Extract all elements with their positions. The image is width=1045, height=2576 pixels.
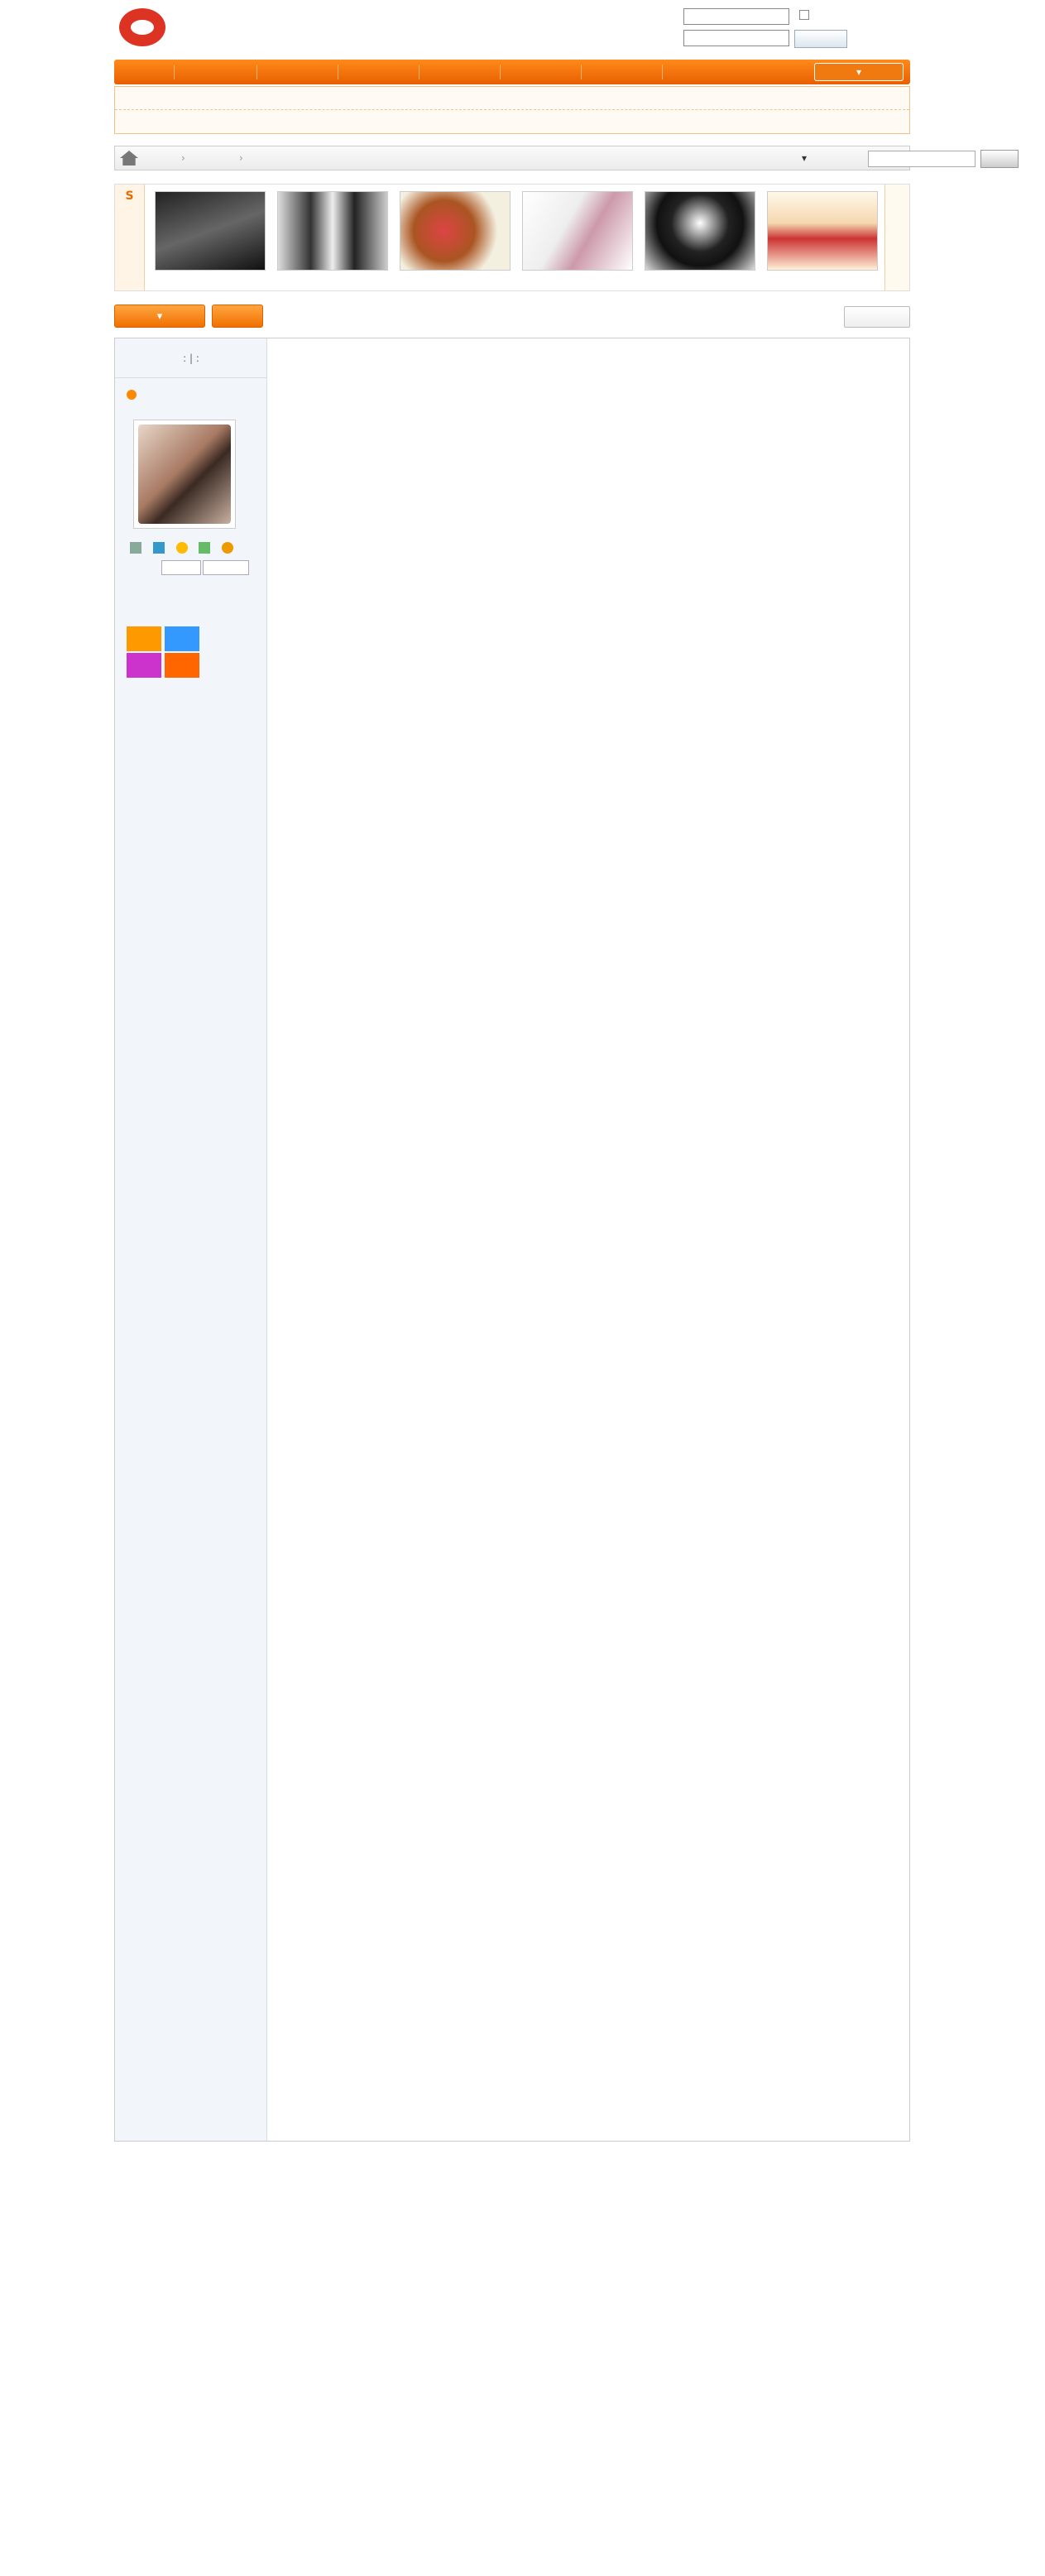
author-sidebar <box>115 338 267 2141</box>
gallery-thumb[interactable] <box>400 191 511 271</box>
gallery-thumb[interactable] <box>645 191 755 271</box>
medal-badge <box>165 653 199 678</box>
nav-item-gifts[interactable] <box>503 60 578 84</box>
nav-item-classifieds[interactable] <box>179 60 253 84</box>
search-input[interactable] <box>868 151 975 167</box>
add-friend-button[interactable] <box>161 560 201 575</box>
qq-icon[interactable] <box>176 542 188 554</box>
medal-badge <box>127 653 161 678</box>
online-icon <box>127 390 137 400</box>
login-button[interactable] <box>794 30 847 48</box>
nav-item-taobao[interactable] <box>665 60 740 84</box>
email-icon[interactable] <box>153 542 165 554</box>
post-container <box>114 338 910 2142</box>
reply-button[interactable] <box>212 305 263 328</box>
nav-item-games[interactable] <box>422 60 496 84</box>
gallery-side-label: S <box>115 185 145 290</box>
my-center-dropdown[interactable]: ▾ <box>814 63 904 81</box>
gallery-more[interactable] <box>884 185 909 290</box>
new-post-button[interactable]: ▾ <box>114 305 205 328</box>
search-scope-select[interactable]: ▾ <box>802 152 808 164</box>
nav-item-home[interactable] <box>114 60 172 84</box>
logo-mark[interactable] <box>119 8 165 46</box>
credit-icon[interactable] <box>222 542 233 554</box>
medal-badge <box>127 626 161 651</box>
main-nav <box>114 60 910 84</box>
user-action-icons <box>130 542 254 555</box>
sub-nav <box>114 86 910 134</box>
msn-icon[interactable] <box>199 542 210 554</box>
home-icon[interactable] <box>120 151 138 165</box>
breadcrumb: › › ▾ <box>114 146 910 170</box>
gallery-thumb[interactable] <box>277 191 388 271</box>
thread-stats: : | : <box>115 338 267 378</box>
password-input[interactable] <box>683 30 789 46</box>
send-message-button[interactable] <box>203 560 249 575</box>
nav-item-forum[interactable] <box>260 60 334 84</box>
avatar[interactable] <box>133 420 236 529</box>
nav-item-hotel[interactable] <box>584 60 659 84</box>
profile-icon[interactable] <box>130 542 141 554</box>
gallery-thumb[interactable] <box>522 191 633 271</box>
photo-gallery <box>114 184 910 291</box>
search-button[interactable] <box>980 150 1019 168</box>
back-to-list-button[interactable] <box>844 306 910 328</box>
gallery-thumb[interactable] <box>767 191 878 271</box>
gallery-thumb[interactable] <box>155 191 266 271</box>
medal-badge <box>165 626 199 651</box>
remember-checkbox[interactable] <box>799 10 809 20</box>
username-input[interactable] <box>683 8 789 25</box>
nav-item-home-space[interactable] <box>341 60 415 84</box>
